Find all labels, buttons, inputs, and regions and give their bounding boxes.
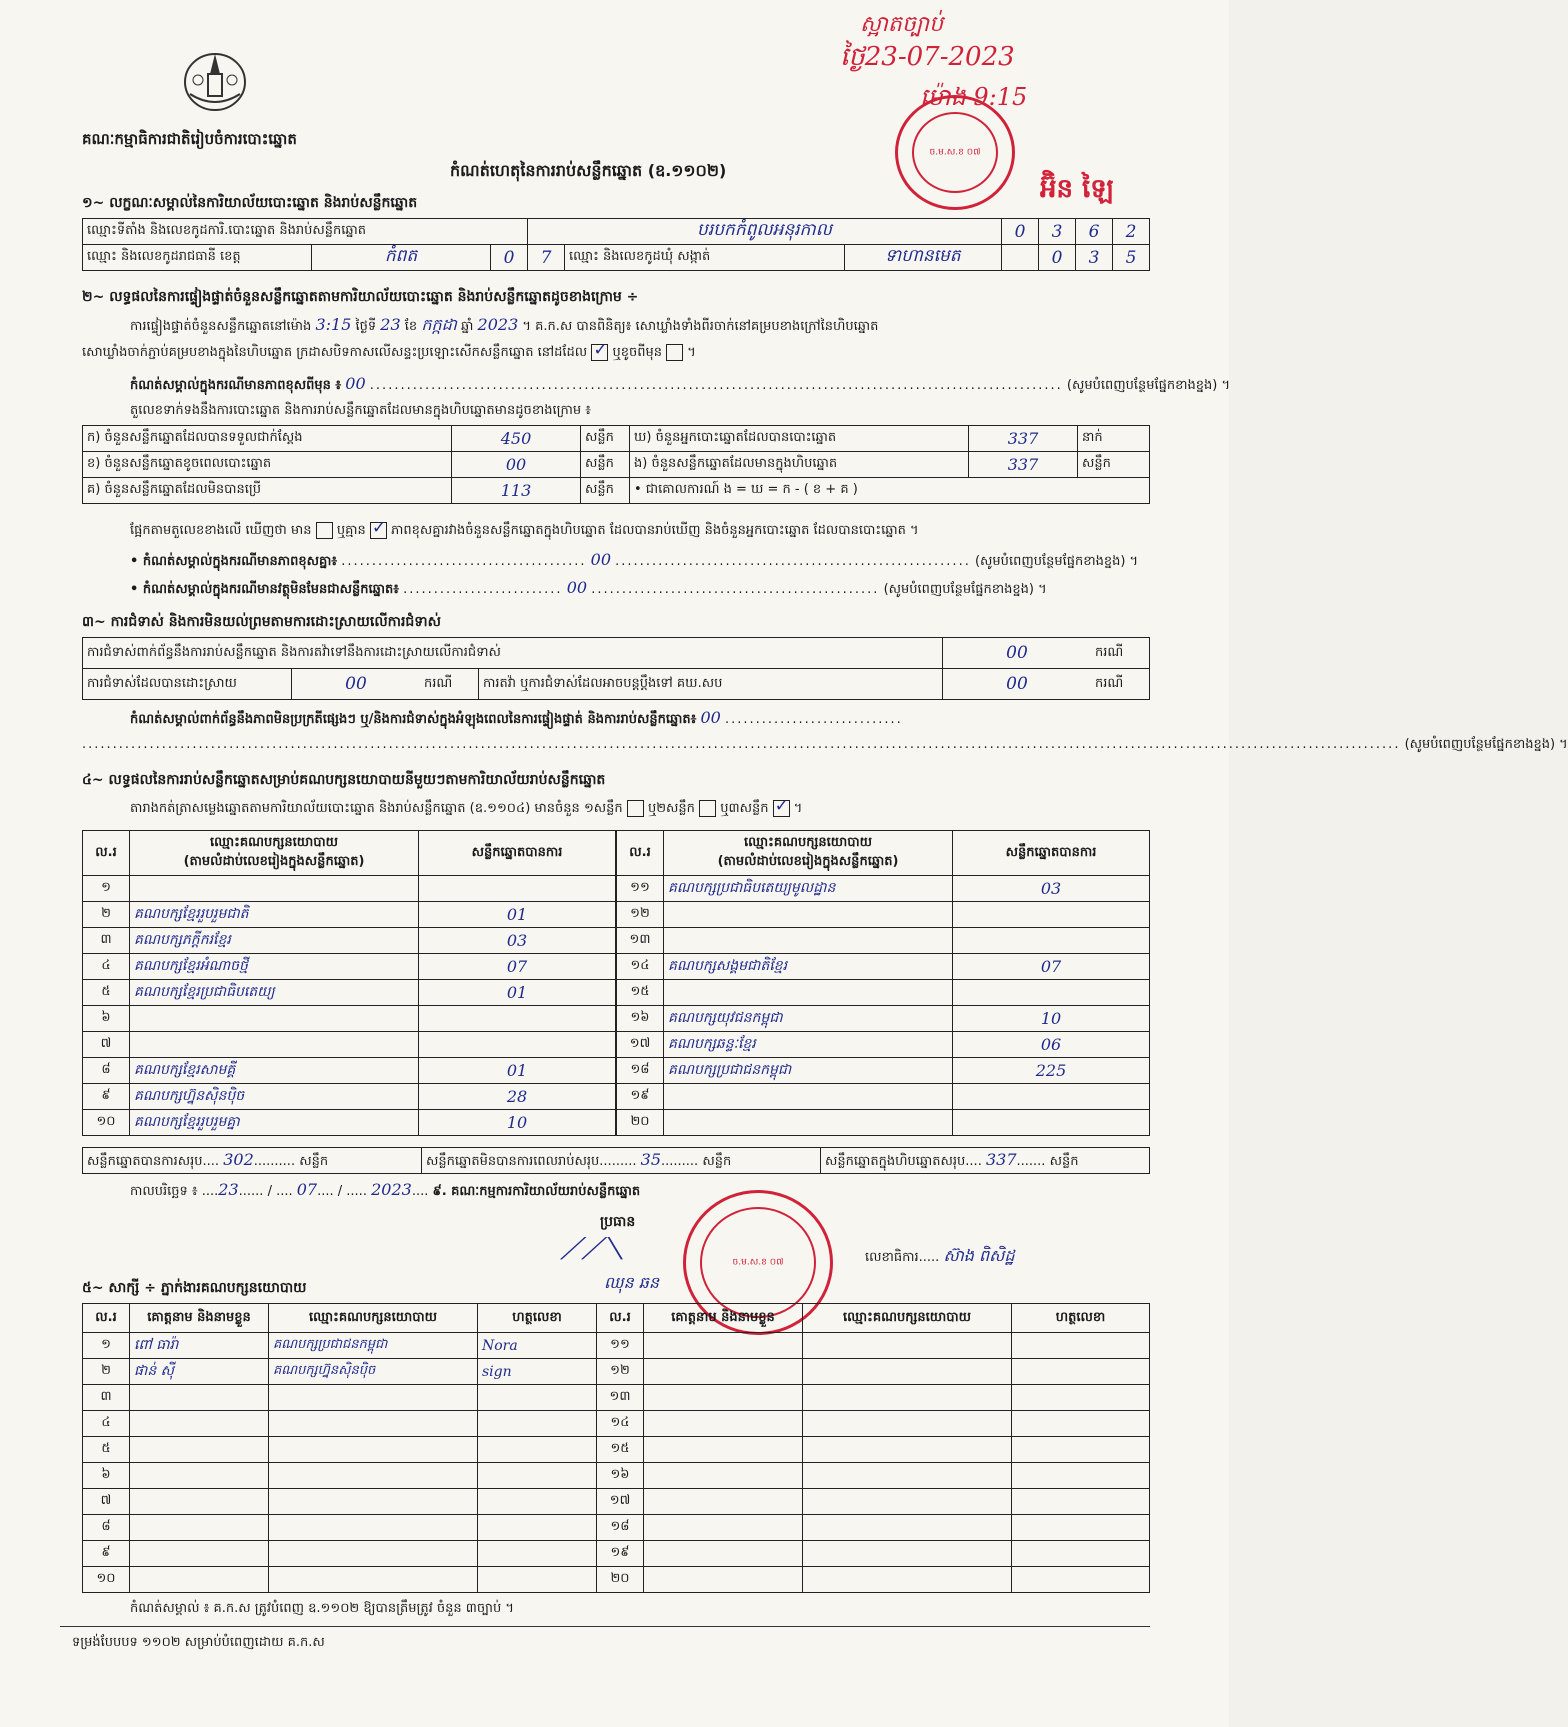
total-in-box-value: 337 (985, 1149, 1017, 1169)
row-number: ១៥ (617, 980, 664, 1006)
party-name: គណបក្សខ្មែររួបរួមគ្នា (130, 1110, 419, 1136)
witness-name (644, 1567, 803, 1593)
witness-name: ផាន់ ស៊ី (130, 1359, 269, 1385)
irregularity-note-line: កំណត់សម្គាល់ពាក់ព័ន្ធនឹងភាពមិនប្រក្រតីផ្សេងៗ ឬ/និងការជំទាស់ក្នុងអំឡុងពេលនៃការផ្ទៀងផ្ទាត់ និងការរាប់សន្លឹកឆ្នោត៖ 00 ............................. (130, 708, 903, 727)
witness-name (644, 1385, 803, 1411)
witness-party (803, 1541, 1012, 1567)
row-number: ៦ (83, 1006, 130, 1032)
w-col-sign: ហត្ថលេខា (1012, 1304, 1150, 1333)
voters-label: ឃ) ចំនួនអ្នកបោះឆ្នោតដែលបានបោះឆ្នោត (630, 426, 969, 452)
party-votes: 10 (419, 1110, 616, 1136)
row-number: ៧ (83, 1032, 130, 1058)
witness-party (269, 1489, 478, 1515)
witness-name (644, 1437, 803, 1463)
col-votes: សន្លឹកឆ្នោតបានការ (953, 831, 1150, 876)
result-row (617, 980, 1150, 1006)
party-name (130, 1032, 419, 1058)
w-col-sign: ហត្ថលេខា (478, 1304, 597, 1333)
party-votes (953, 902, 1150, 928)
witness-row (83, 1437, 1150, 1463)
witness-name (644, 1359, 803, 1385)
party-name: គណបក្សប្រជាជនកម្ពុជា (664, 1058, 953, 1084)
witness-signature (1012, 1411, 1150, 1437)
party-votes: 28 (419, 1084, 616, 1110)
date-year: 2023 (371, 1180, 412, 1199)
witness-row (83, 1567, 1150, 1593)
resolved-label: ការជំទាស់ដែលបានដោះស្រាយ (83, 669, 292, 700)
witness-party (803, 1333, 1012, 1359)
party-name: គណបក្សខ្មែរអំណាចថ្មី (130, 954, 419, 980)
witness-name (644, 1489, 803, 1515)
witness-number: ៦ (83, 1463, 130, 1489)
row-number: ១ (83, 876, 130, 902)
note-foreign-object-value: 00 (566, 578, 588, 597)
appeal-value: 00 (943, 669, 1092, 700)
verification-time: 3:15 (315, 315, 352, 334)
party-votes: 03 (419, 928, 616, 954)
note-mismatch-line: • កំណត់សម្គាល់ក្នុងករណីមានភាពខុសគ្នា៖ ........................................ 00 .......................................................... (សូមបំពេញបន្ថែមផ្នែកខាងខ្នង) ។ (130, 550, 1139, 569)
voters-value: 337 (969, 426, 1078, 452)
resolved-unit: ករណី (420, 669, 479, 700)
witness-name (644, 1463, 803, 1489)
row-number: ១៩ (617, 1084, 664, 1110)
witness-party (803, 1385, 1012, 1411)
party-votes: 03 (953, 876, 1150, 902)
party-votes (953, 1084, 1150, 1110)
result-row (617, 1006, 1150, 1032)
witness-number: ១៣ (597, 1385, 644, 1411)
footer-rule (60, 1626, 1150, 1627)
receipt-time: ម៉ោង 9:15 (920, 83, 1028, 111)
witness-signature (478, 1567, 597, 1593)
witness-signature (1012, 1385, 1150, 1411)
witness-number: ៨ (83, 1515, 130, 1541)
w-col-name: គោត្តនាម និងនាមខ្លួន (130, 1304, 269, 1333)
witness-number: ២០ (597, 1567, 644, 1593)
tally-sheets-line: តារាងកត់ត្រាសម្លេងឆ្នោតតាមការិយាល័យបោះឆ្នោត និងរាប់សន្លឹកឆ្នោត (ឧ.១១០៤) មានចំនួន ១សន្លឹក ឬ២សន្លឹក ឬ៣សន្លឹក ✓ ។ (130, 800, 802, 819)
voters-unit: នាក់ (1078, 426, 1150, 452)
commune-code-1: 0 (1039, 245, 1076, 271)
result-row (617, 1032, 1150, 1058)
witness-name (130, 1567, 269, 1593)
witness-number: ១៩ (597, 1541, 644, 1567)
commune-code-2: 3 (1076, 245, 1113, 271)
total-invalid: សន្លឹកឆ្នោតមិនបានការពេលរាប់សរុប......... 35......... សន្លឹក (422, 1148, 821, 1174)
witness-number: ១៥ (597, 1437, 644, 1463)
objection-total-label: ការជំទាស់ពាក់ព័ន្ធនឹងការរាប់សន្លឹកឆ្នោត និងការតវ៉ាទៅនឹងការដោះស្រាយលើការជំទាស់ (83, 638, 943, 669)
row-number: ១៣ (617, 928, 664, 954)
result-row (617, 902, 1150, 928)
party-votes: 01 (419, 1058, 616, 1084)
party-name: គណបក្សខ្មែរសាមគ្គី (130, 1058, 419, 1084)
chair-label: ប្រធាន (600, 1214, 636, 1230)
comparison-line: ផ្អែកតាមតួលេខខាងលើ ឃើញថា មាន ឬគ្មាន ✓ ភាពខុសគ្នារវាងចំនួនសន្លឹកឆ្នោតក្នុងហិបឆ្នោត ដែលបានរាប់ឃើញ និងចំនួនអ្នកបោះឆ្នោត ដែលបានបោះឆ្នោត ។ (130, 522, 919, 541)
received-value: 450 (452, 426, 581, 452)
objections-table (82, 637, 1150, 700)
witness-number: ៩ (83, 1541, 130, 1567)
date-line: កាលបរិច្ឆេទ ៖ ....23...... / .... 07.... / ..... 2023.... ៩. គណៈកម្មការការិយាល័យរាប់សន្លឹកឆ្នោត (130, 1180, 641, 1199)
witness-row (83, 1359, 1150, 1385)
chair-name: ឈុន ឆន (604, 1273, 660, 1292)
irregularity-fill-more: ....................................................................................................................................................................................................................... (សូមបំពេញបន្ថែមផ្នែកខាងខ្នង) ។ (82, 737, 1568, 752)
witness-number: ១១ (597, 1333, 644, 1359)
witness-name (130, 1515, 269, 1541)
party-votes: 10 (953, 1006, 1150, 1032)
row-number: ២ (83, 902, 130, 928)
witness-name (644, 1333, 803, 1359)
party-name (130, 1006, 419, 1032)
witness-signature (1012, 1567, 1150, 1593)
witness-signature (478, 1437, 597, 1463)
witness-party (269, 1515, 478, 1541)
witness-party (803, 1411, 1012, 1437)
party-votes (419, 1006, 616, 1032)
witness-number: ១៦ (597, 1463, 644, 1489)
location-code-1: 0 (1002, 219, 1039, 245)
no-difference-checkbox[interactable] (370, 522, 387, 539)
row-number: ១១ (617, 876, 664, 902)
witness-signature (1012, 1359, 1150, 1385)
in-box-unit: សន្លឹក (1078, 452, 1150, 478)
result-row (83, 1084, 616, 1110)
witness-number: ៣ (83, 1385, 130, 1411)
location-code-2: 3 (1039, 219, 1076, 245)
witness-party (803, 1437, 1012, 1463)
result-row (83, 902, 616, 928)
total-in-box: សន្លឹកឆ្នោតក្នុងហិបឆ្នោតសរុប.... 337....... សន្លឹក (821, 1148, 1150, 1174)
w-col-name: គោត្តនាម និងនាមខ្លួន (644, 1304, 803, 1333)
witness-number: ៧ (83, 1489, 130, 1515)
witness-party (269, 1567, 478, 1593)
witness-name: ពៅ ធារ៉ា (130, 1333, 269, 1359)
col-party: ឈ្មោះគណបក្សនយោបាយ (តាមលំដាប់លេខរៀងក្នុងសន្លឹកឆ្នោត) (664, 831, 953, 876)
note-mismatch-value: 00 (590, 550, 612, 569)
unchanged-checkbox[interactable] (591, 344, 608, 361)
witness-number: ១២ (597, 1359, 644, 1385)
party-name (130, 876, 419, 902)
province-value: កំពត (312, 245, 491, 271)
witness-signature (478, 1411, 597, 1437)
party-votes (419, 876, 616, 902)
witness-signature (1012, 1463, 1150, 1489)
spoiled-label: ខ) ចំនួនសន្លឹកឆ្នោតខូចពេលបោះឆ្នោត (83, 452, 452, 478)
row-number: ១០ (83, 1110, 130, 1136)
w-col-party: ឈ្មោះគណបក្សនយោបាយ (803, 1304, 1012, 1333)
party-name: គណបក្សយុវជនកម្ពុជា (664, 1006, 953, 1032)
witness-note: កំណត់សម្គាល់ ៖ គ.ក.ស ត្រូវបំពេញ ឧ.១១០២ ឱ្យបានត្រឹមត្រូវ ចំនួន ៣ច្បាប់ ។ (130, 1601, 514, 1616)
result-row (617, 1084, 1150, 1110)
witness-signature: sign (478, 1359, 597, 1385)
receipt-note: ស្អាតច្បាប់ (860, 12, 944, 37)
party-name: គណបក្សខ្មែររួបរួមជាតិ (130, 902, 419, 928)
witness-signature (1012, 1541, 1150, 1567)
w-col-no: ល.រ (597, 1304, 644, 1333)
row-number: ១៧ (617, 1032, 664, 1058)
footer-text: ទម្រង់បែបបទ ១១០២ សម្រាប់បំពេញដោយ គ.ក.ស (72, 1635, 325, 1650)
party-votes (953, 928, 1150, 954)
result-row (83, 1110, 616, 1136)
witness-number: ១ (83, 1333, 130, 1359)
results-table-right (616, 830, 1150, 1136)
receiver-name: អ៊ិន ឡៃ (1040, 174, 1114, 204)
witness-party (269, 1463, 478, 1489)
col-party: ឈ្មោះគណបក្សនយោបាយ (តាមលំដាប់លេខរៀងក្នុងសន្លឹកឆ្នោត) (130, 831, 419, 876)
witness-signature (1012, 1333, 1150, 1359)
witness-party (269, 1385, 478, 1411)
spoiled-unit: សន្លឹក (581, 452, 630, 478)
witness-signature (1012, 1437, 1150, 1463)
formula: • ជាគោលការណ៍ ង = ឃ = ក - ( ខ + គ ) (630, 478, 1150, 504)
party-votes: 01 (419, 902, 616, 928)
witness-number: ៤ (83, 1411, 130, 1437)
chair-signature: ⟋⟋⟍ (560, 1232, 623, 1267)
org-name: គណៈកម្មាធិការជាតិរៀបចំការបោះឆ្នោត (82, 130, 297, 148)
total-valid-value: 302 (223, 1149, 254, 1169)
commune-value: ទាហានមេត (844, 245, 1001, 271)
witness-row (83, 1385, 1150, 1411)
witness-number: ៥ (83, 1437, 130, 1463)
witness-row (83, 1411, 1150, 1437)
party-name (664, 1110, 953, 1136)
witness-party: គណបក្សហ្វ៊ុនស៊ិនប៉ិច (269, 1359, 478, 1385)
party-votes: 225 (953, 1058, 1150, 1084)
witness-signature (478, 1489, 597, 1515)
party-name (664, 902, 953, 928)
party-votes: 01 (419, 980, 616, 1006)
row-number: ៥ (83, 980, 130, 1006)
party-name (664, 1084, 953, 1110)
result-row (617, 1110, 1150, 1136)
totals-table (82, 1147, 1150, 1174)
col-votes: សន្លឹកឆ្នោតបានការ (419, 831, 616, 876)
one-sheet-checkbox[interactable] (627, 800, 644, 817)
party-name: គណបក្សភក្តីករខ្មែរ (130, 928, 419, 954)
row-number: ៣ (83, 928, 130, 954)
witness-party (803, 1489, 1012, 1515)
witness-party (269, 1411, 478, 1437)
in-box-label: ង) ចំនួនសន្លឹកឆ្នោតដែលមានក្នុងហិបឆ្នោត (630, 452, 969, 478)
witness-row (83, 1515, 1150, 1541)
witness-name (644, 1411, 803, 1437)
party-name: គណបក្សសង្គមជាតិខ្មែរ (664, 954, 953, 980)
party-name: គណបក្សឆន្ទៈខ្មែរ (664, 1032, 953, 1058)
damaged-checkbox[interactable] (666, 344, 683, 361)
result-row (617, 954, 1150, 980)
witness-row (83, 1489, 1150, 1515)
party-votes (953, 980, 1150, 1006)
row-number: ៨ (83, 1058, 130, 1084)
total-invalid-value: 35 (640, 1149, 661, 1169)
verification-day: 23 (380, 315, 401, 334)
party-votes: 07 (419, 954, 616, 980)
verification-year: 2023 (477, 315, 519, 334)
form-title: កំណត់ហេតុនៃការរាប់សន្លឹកឆ្នោត (ឧ.១១០២) (450, 161, 727, 180)
section-5-heading: ៥~ សាក្សី ÷ ភ្នាក់ងារគណបក្សនយោបាយ (82, 1280, 307, 1296)
appeal-unit: ករណី (1091, 669, 1150, 700)
witness-row (83, 1463, 1150, 1489)
witness-party (269, 1541, 478, 1567)
commune-code-3: 5 (1113, 245, 1150, 271)
party-votes: 07 (953, 954, 1150, 980)
resolved-value: 00 (292, 669, 421, 700)
witness-number: ២ (83, 1359, 130, 1385)
received-unit: សន្លឹក (581, 426, 630, 452)
counts-table (82, 425, 1150, 504)
witness-party (803, 1515, 1012, 1541)
has-difference-checkbox[interactable] (316, 522, 333, 539)
witness-signature (1012, 1489, 1150, 1515)
row-number: ២០ (617, 1110, 664, 1136)
row-number: ៩ (83, 1084, 130, 1110)
three-sheets-checkbox[interactable] (773, 800, 790, 817)
party-votes: 06 (953, 1032, 1150, 1058)
note-foreign-object-line: • កំណត់សម្គាល់ក្នុងករណីមានវត្ថុមិនមែនជាសន្លឹកឆ្នោត៖ .......................... 00 ............................................... (សូមបំពេញបន្ថែមផ្នែកខាងខ្នង) ។ (130, 578, 1047, 597)
location-value: បរបកកំពូលអនុរកាល (528, 219, 1002, 245)
witness-table (82, 1303, 1150, 1593)
province-label: ឈ្មោះ និងលេខកូដរាជធានី ខេត្ត (83, 245, 312, 271)
row-number: ១៦ (617, 1006, 664, 1032)
witness-number: ១០ (83, 1567, 130, 1593)
col-no: ល.រ (83, 831, 130, 876)
objection-total-unit: ករណី (1091, 638, 1150, 669)
witness-signature (478, 1541, 597, 1567)
row-number: ១២ (617, 902, 664, 928)
location-code-3: 6 (1076, 219, 1113, 245)
national-emblem-icon (180, 44, 250, 116)
total-valid: សន្លឹកឆ្នោតបានការសរុប.... 302.......... សន្លឹក (83, 1148, 422, 1174)
witness-name (644, 1541, 803, 1567)
section-1-table (82, 218, 1150, 271)
row-number: ១៨ (617, 1058, 664, 1084)
witness-name (130, 1385, 269, 1411)
irregularity-note-value: 00 (700, 708, 721, 727)
commune-label: ឈ្មោះ និងលេខកូដឃុំ សង្កាត់ (565, 245, 845, 271)
result-row (83, 1058, 616, 1084)
location-label: ឈ្មោះទីតាំង និងលេខកូដការិ.បោះឆ្នោត និងរាប់សន្លឹកឆ្នោត (83, 219, 528, 245)
section-1-heading: ១~ លក្ខណៈសម្គាល់នៃការិយាល័យបោះឆ្នោត និងរាប់សន្លឹកឆ្នោត (82, 195, 418, 211)
secretary-line: លេខាធិការ..... ស៊ាង ពិសិដ្ឋ (865, 1246, 1015, 1265)
row-number: ៤ (83, 954, 130, 980)
appeal-label: ការតវ៉ា ឬការជំទាស់ដែលអាចបន្តប្តឹងទៅ គឃ.សប (479, 669, 943, 700)
witness-party (803, 1359, 1012, 1385)
witness-number: ១៧ (597, 1489, 644, 1515)
witness-name (130, 1489, 269, 1515)
unused-unit: សន្លឹក (581, 478, 630, 504)
note-difference-value: 00 (345, 374, 366, 393)
received-label: ក) ចំនួនសន្លឹកឆ្នោតដែលបានទទួលជាក់ស្តែង (83, 426, 452, 452)
objection-total-value: 00 (943, 638, 1092, 669)
witness-signature (478, 1385, 597, 1411)
witness-party (803, 1463, 1012, 1489)
province-code-2: 7 (528, 245, 565, 271)
secretary-name: ស៊ាង ពិសិដ្ឋ (943, 1246, 1015, 1265)
witness-name (644, 1515, 803, 1541)
verification-line-2: សោឃ្លាំងចាក់ភ្ជាប់គម្របខាងក្នុងនៃហិបឆ្នោត ក្រដាសបិទកាសលើសន្ទះប្រឡោះសើកសន្លឹកឆ្នោត នៅដដែល ✓ ឬខូចពីមុន ។ (82, 344, 696, 363)
party-name: គណបក្សហ្វ៊ុនស៊ិនប៉ិច (130, 1084, 419, 1110)
witness-row (83, 1333, 1150, 1359)
witness-row (83, 1541, 1150, 1567)
w-col-no: ល.រ (83, 1304, 130, 1333)
verification-month: កក្កដា (421, 315, 457, 334)
witness-number: ១៤ (597, 1411, 644, 1437)
result-row (617, 876, 1150, 902)
witness-name (130, 1437, 269, 1463)
two-sheets-checkbox[interactable] (699, 800, 716, 817)
result-row (617, 928, 1150, 954)
result-row (83, 1006, 616, 1032)
party-votes (419, 1032, 616, 1058)
unused-label: គ) ចំនួនសន្លឹកឆ្នោតដែលមិនបានប្រើ (83, 478, 452, 504)
result-row (83, 954, 616, 980)
results-table-left (82, 830, 616, 1136)
party-name (664, 928, 953, 954)
section-2-heading: ២~ លទ្ធផលនៃការផ្ទៀងផ្ទាត់ចំនួនសន្លឹកឆ្នោតតាមការិយាល័យបោះឆ្នោត និងរាប់សន្លឹកឆ្នោតដូចខាងក្រោម ÷ (82, 289, 639, 305)
col-no: ល.រ (617, 831, 664, 876)
witness-party (269, 1437, 478, 1463)
spoiled-value: 00 (452, 452, 581, 478)
party-name: គណបក្សខ្មែរប្រជាធិបតេយ្យ (130, 980, 419, 1006)
witness-name (130, 1411, 269, 1437)
unused-value: 113 (452, 478, 581, 504)
counts-intro: តួលេខទាក់ទងនឹងការបោះឆ្នោត និងការរាប់សន្លឹកឆ្នោតដែលមានក្នុងហិបឆ្នោតមានដូចខាងក្រោម ៖ (130, 403, 591, 418)
witness-party (803, 1567, 1012, 1593)
witness-signature: Nora (478, 1333, 597, 1359)
witness-name (130, 1463, 269, 1489)
official-stamp-bottom: ច.ម.ស.ខ ០៧ (683, 1190, 833, 1335)
witness-name (130, 1541, 269, 1567)
party-name (664, 980, 953, 1006)
witness-number: ១៨ (597, 1515, 644, 1541)
verification-line-1: ការផ្ទៀងផ្ទាត់ចំនួនសន្លឹកឆ្នោតនៅម៉ោង 3:15 ថ្ងៃទី 23 ខែ កក្កដា ឆ្នាំ 2023 ។ គ.ក.ស បានពិនិត្យ៖ សោឃ្លាំងទាំងពីរចាក់នៅគម្របខាងក្រៅនៃហិបឆ្នោត (130, 315, 879, 334)
receipt-date: ថ្ងៃ23-07-2023 (840, 42, 1015, 72)
row-number: ១៤ (617, 954, 664, 980)
location-code-4: 2 (1113, 219, 1150, 245)
result-row (83, 1032, 616, 1058)
section-3-heading: ៣~ ការជំទាស់ និងការមិនយល់ព្រមតាមការដោះស្រាយលើការជំទាស់ (82, 614, 441, 630)
w-col-party: ឈ្មោះគណបក្សនយោបាយ (269, 1304, 478, 1333)
section-4-heading: ៤~ លទ្ធផលនៃការរាប់សន្លឹកឆ្នោតសម្រាប់គណបក្សនយោបាយនីមួយៗតាមការិយាល័យរាប់សន្លឹកឆ្នោត (82, 772, 606, 788)
witness-signature (1012, 1515, 1150, 1541)
in-box-value: 337 (969, 452, 1078, 478)
result-row (83, 980, 616, 1006)
party-votes (953, 1110, 1150, 1136)
result-row (617, 1058, 1150, 1084)
result-row (83, 876, 616, 902)
official-stamp-top: ច.ម.ស.ខ ០៧ (895, 95, 1015, 210)
witness-signature (478, 1463, 597, 1489)
witness-signature (478, 1515, 597, 1541)
witness-party: គណបក្សប្រជាជនកម្ពុជា (269, 1333, 478, 1359)
note-difference-line: កំណត់សម្គាល់ក្នុងករណីមានភាពខុសពីមុន ៖ 00 ................................................................................................................. (សូមបំពេញបន្ថែមផ្នែកខាងខ្នង) ។ (130, 374, 1231, 393)
province-code-1: 0 (491, 245, 528, 271)
date-day: 23 (218, 1180, 239, 1199)
result-row (83, 928, 616, 954)
party-name: គណបក្សប្រជាធិបតេយ្យមូលដ្ឋាន (664, 876, 953, 902)
date-month: 07 (296, 1180, 318, 1199)
